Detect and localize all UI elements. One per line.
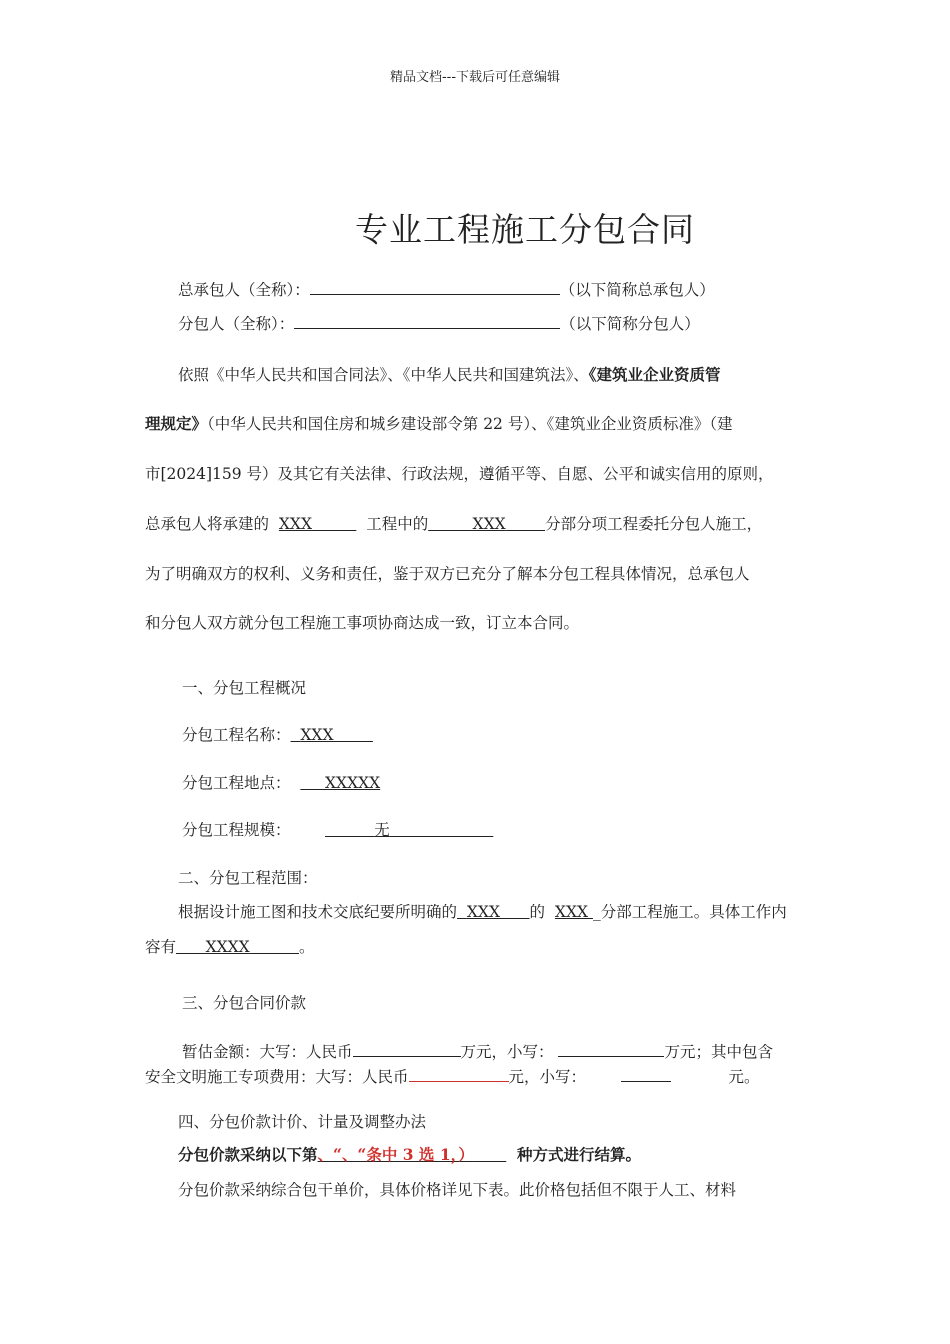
part-name-field[interactable]: XXX bbox=[472, 515, 506, 533]
preamble-text: （中华人民共和国住房和城乡建设部令第 22 号）、《建筑业企业资质标准》（建 bbox=[207, 415, 733, 433]
scope-line-2 bbox=[145, 935, 315, 957]
safety-fee-figures-blank[interactable] bbox=[621, 1067, 671, 1082]
preamble-line-2 bbox=[145, 412, 733, 434]
price-line-2 bbox=[145, 1065, 760, 1087]
price-text: 安全文明施工专项费用：大写：人民币 bbox=[145, 1068, 409, 1086]
section-3-heading: 三、分包合同价款 bbox=[182, 994, 307, 1012]
project-location-line bbox=[182, 771, 380, 793]
project-name-field[interactable]: XXX bbox=[278, 515, 312, 533]
preamble-bold: 《建筑业企业资质管 bbox=[588, 365, 721, 384]
sub-label: 分包人（全称）： bbox=[178, 315, 295, 333]
preamble-bold: 理规定》 bbox=[145, 414, 208, 433]
preamble-text: 依照《中华人民共和国合同法》、《中华人民共和国建筑法》、 bbox=[178, 366, 589, 384]
settlement-option-field[interactable]: 、“、“条中 3 选 1，） bbox=[317, 1145, 474, 1164]
scope-text: 的 bbox=[529, 903, 546, 921]
scope-value-3[interactable]: XXXX bbox=[205, 938, 250, 956]
blank-tail bbox=[435, 1042, 461, 1057]
preamble-line-1 bbox=[178, 363, 721, 385]
scope-value-2[interactable]: XXX bbox=[554, 903, 589, 921]
preamble-line-5: 为了明确双方的权利、义务和责任，鉴于双方已充分了解本分包工程具体情况，总承包人 bbox=[145, 565, 750, 583]
field-label: 分包工程地点： bbox=[182, 774, 291, 792]
field-label: 分包工程名称： bbox=[182, 726, 291, 744]
scope-value-1[interactable]: XXX bbox=[466, 903, 500, 921]
project-name-line bbox=[182, 723, 373, 745]
page-header-banner: 精品文档---下载后可任意编辑 bbox=[389, 70, 561, 85]
scope-text: 分部工程施工。具体工作内 bbox=[600, 903, 787, 921]
section-4-heading: 四、分包价款计价、计量及调整办法 bbox=[178, 1113, 427, 1131]
sub-name-blank[interactable] bbox=[294, 314, 560, 329]
subcontractor-line bbox=[178, 312, 700, 334]
project-scale-value[interactable]: 无 bbox=[374, 821, 390, 839]
preamble-line-4 bbox=[145, 512, 762, 534]
section-1-heading: 一、分包工程概况 bbox=[182, 679, 307, 697]
contractor-label: 总承包人（全称）： bbox=[178, 281, 310, 299]
preamble-line-3: 市[2024]159 号）及其它有关法律、行政法规，遵循平等、自愿、公平和诚实信用的原则， bbox=[145, 465, 774, 483]
project-location-value[interactable]: XXXXX bbox=[325, 774, 381, 792]
blank-tail bbox=[648, 1042, 664, 1057]
preamble-text: 总承包人将承建的 bbox=[145, 515, 270, 533]
preamble-text: 工程中的 bbox=[366, 515, 429, 533]
contractor-suffix: （以下简称总承包人） bbox=[559, 281, 715, 299]
price-text: 元，小写： bbox=[508, 1068, 587, 1086]
safety-fee-words-blank[interactable] bbox=[409, 1067, 509, 1082]
project-name-value[interactable]: XXX bbox=[300, 726, 334, 744]
preamble-line-6: 和分包人双方就分包工程施工事项协商达成一致，订立本合同。 bbox=[145, 614, 580, 632]
amount-figures-blank[interactable] bbox=[562, 1042, 648, 1057]
price-line-1 bbox=[182, 1040, 773, 1062]
settlement-method-line bbox=[178, 1143, 641, 1165]
document-title: 专业工程施工分包合同 bbox=[355, 210, 695, 249]
preamble-text: 分部分项工程委托分包人施工， bbox=[545, 515, 763, 533]
sub-suffix: （以下简称分包人） bbox=[560, 315, 700, 333]
settlement-text: 分包价款采纳以下第 bbox=[178, 1145, 318, 1164]
scope-text: 根据设计施工图和技术交底纪要所明确的 bbox=[178, 903, 458, 921]
scope-text: 。 bbox=[299, 938, 315, 956]
settlement-text: 种方式进行结算。 bbox=[517, 1145, 642, 1164]
project-scale-line bbox=[182, 818, 493, 840]
price-text: 万元；其中包含 bbox=[664, 1043, 773, 1061]
contractor-line bbox=[178, 278, 715, 300]
section-4-line-2: 分包价款采纳综合包干单价，具体价格详见下表。此价格包括但不限于人工、材料 bbox=[178, 1181, 737, 1199]
contractor-name-blank[interactable] bbox=[310, 280, 560, 295]
price-text: 暂估金额：大写：人民币 bbox=[182, 1043, 353, 1061]
section-2-heading: 二、分包工程范围： bbox=[178, 869, 318, 887]
price-text: 元。 bbox=[728, 1068, 760, 1086]
field-label: 分包工程规模： bbox=[182, 821, 291, 839]
scope-line-1: 根据设计施工图和技术交底纪要所明确的 XXX 的 XXX _分部工程施工。具体工作内 bbox=[178, 903, 787, 921]
amount-words-blank[interactable] bbox=[353, 1042, 435, 1057]
price-text: 万元，小写： bbox=[460, 1043, 554, 1061]
scope-text: 容有 bbox=[145, 938, 177, 956]
